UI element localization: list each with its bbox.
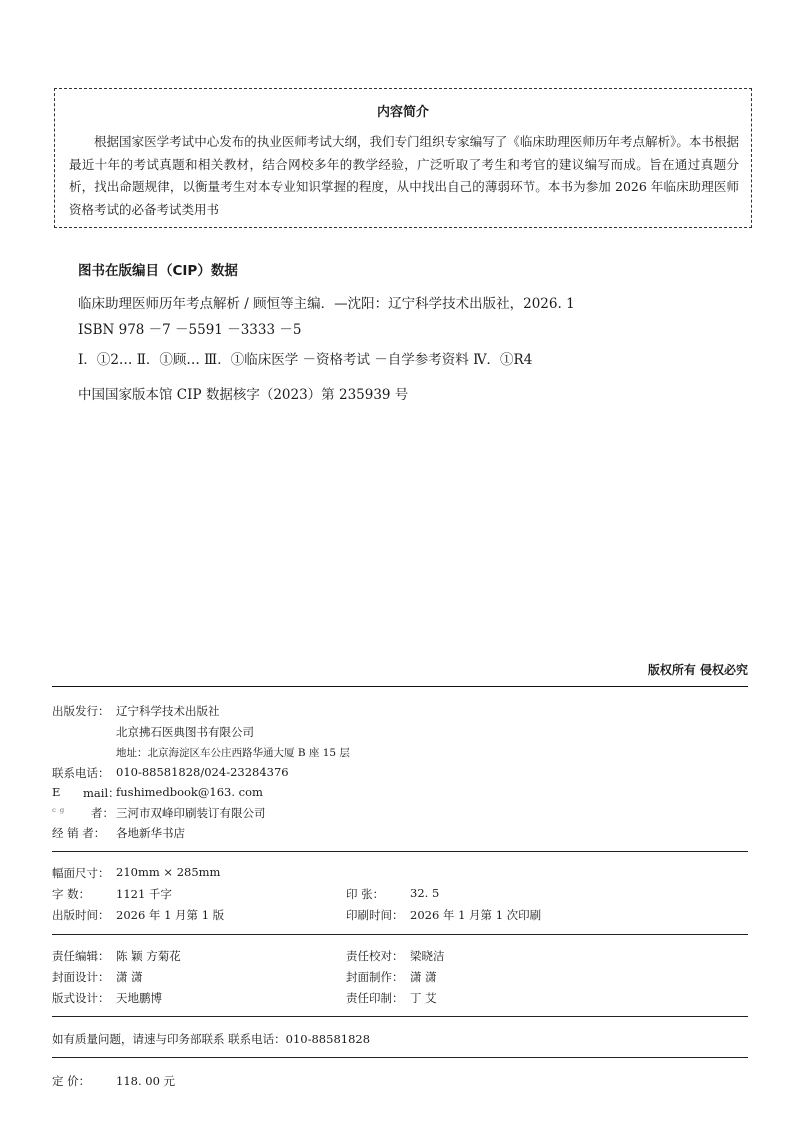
- email-label-e: E: [52, 785, 61, 799]
- print-time: 2026 年 1 月第 1 次印刷: [410, 908, 542, 922]
- phone: 010-88581828/024-23284376: [116, 765, 289, 779]
- price-label: 定 价：: [52, 1074, 91, 1088]
- layout-designer: 天地鹏博: [116, 991, 162, 1005]
- seller: 各地新华书店: [116, 826, 185, 840]
- pub-time: 2026 年 1 月第 1 版: [116, 908, 225, 922]
- printer-label-faded: ᶜ ᵍ: [52, 805, 65, 819]
- email-label-mail: mail：: [83, 786, 120, 800]
- cover-make: 潇 潇: [410, 970, 437, 984]
- intro-title: 内容简介: [376, 105, 429, 120]
- divider: [52, 1016, 748, 1017]
- size-label: 幅面尺寸：: [52, 866, 110, 880]
- address: 地址：北京海淀区车公庄西路华通大厦 B 座 15 层: [116, 747, 350, 759]
- layout-label: 版式设计：: [52, 991, 110, 1005]
- print-resp: 丁 艾: [410, 991, 437, 1005]
- editor-label: 责任编辑：: [52, 949, 110, 963]
- pub-time-label: 出版时间：: [52, 908, 110, 922]
- print-time-label: 印刷时间：: [346, 908, 404, 922]
- sheets: 32. 5: [410, 886, 440, 900]
- distributor: 北京拂石医典图书有限公司: [116, 725, 254, 739]
- editor: 陈 颖 方菊花: [116, 949, 181, 963]
- rights-reserved: 版权所有 侵权必究: [647, 663, 748, 677]
- publisher-label: 出版发行：: [52, 704, 110, 718]
- publisher: 辽宁科学技术出版社: [116, 704, 220, 718]
- intro-body: 根据国家医学考试中心发布的执业医师考试大纲，我们专门组织专家编写了《临床助理医师历年考点解析》。本书根据最近十年的考试真题和相关教材，结合网校多年的教学经验，广泛听取了考生和考官的建议编写而成。旨在通过真题分析，找出命题规律，以衡量考生对本专业知识掌握的程度，从中找出自己的薄弱环节。本书为参加 2026 年临床助理医师资格考试的必备考试类用书: [69, 134, 739, 217]
- divider: [52, 934, 748, 935]
- quality-contact: 如有质量问题，请速与印务部联系 联系电话：010-88581828: [52, 1032, 371, 1046]
- divider: [52, 1057, 748, 1058]
- price: 118. 00 元: [116, 1074, 176, 1088]
- divider: [52, 686, 748, 687]
- sheets-label: 印 张：: [346, 887, 385, 901]
- proof-label: 责任校对：: [346, 949, 404, 963]
- cover-design-label: 封面设计：: [52, 970, 110, 984]
- cip-line-classification: Ⅰ．①2… Ⅱ．①顾… Ⅲ．①临床医学 －资格考试 －自学参考资料 Ⅳ．①R4: [78, 352, 533, 368]
- cip-heading: 图书在版编目（CIP）数据: [78, 263, 238, 279]
- cip-line-title: 临床助理医师历年考点解析 / 顾恒等主编．—沈阳：辽宁科学技术出版社，2026. 1: [78, 296, 575, 312]
- cover-make-label: 封面制作：: [346, 970, 404, 984]
- proof: 梁晓洁: [410, 949, 445, 963]
- cip-line-record: 中国国家版本馆 CIP 数据核字（2023）第 235939 号: [78, 387, 409, 403]
- print-resp-label: 责任印制：: [346, 991, 404, 1005]
- cover-design: 潇 潇: [116, 970, 143, 984]
- printer-label: 者：: [91, 806, 114, 820]
- seller-label: 经 销 者：: [52, 826, 106, 840]
- phone-label: 联系电话：: [52, 766, 110, 780]
- email: fushimedbook@163. com: [116, 785, 263, 799]
- content-intro-box: [54, 88, 752, 228]
- printer: 三河市双峰印刷装订有限公司: [116, 806, 266, 820]
- size: 210mm × 285mm: [116, 865, 221, 879]
- words-label: 字 数：: [52, 887, 91, 901]
- divider: [52, 851, 748, 852]
- words: 1121 千字: [116, 887, 172, 901]
- cip-line-isbn: ISBN 978 －7 －5591 －3333 －5: [78, 322, 302, 338]
